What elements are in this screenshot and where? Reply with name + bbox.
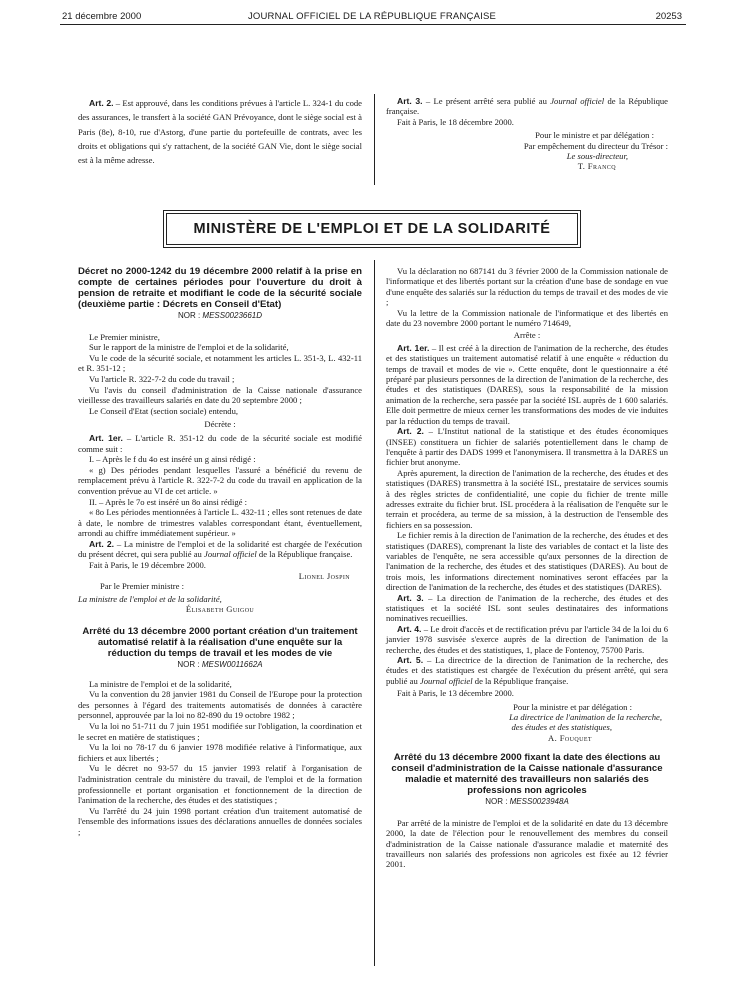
- signature-line-3: Le sous-directeur,: [566, 151, 628, 162]
- left-column: [78, 266, 362, 838]
- signature-line-1: Pour le ministre et par délégation :: [535, 130, 654, 141]
- arrete-line: Vu la lettre de la Commission nationale de l'informatique et des libertés en date du 23 novembre 2000 portant le numéro 714649,: [386, 307, 668, 329]
- page-number: 20253: [655, 11, 682, 22]
- signature-line: La ministre de l'emploi et de la solidarité,: [78, 593, 222, 604]
- decree-nor: NOR : MESS0023661D: [177, 311, 263, 320]
- top-right-block: [386, 96, 668, 172]
- column-divider: [374, 260, 375, 966]
- arrete-line: Vu la convention du 28 janvier 1981 du Conseil de l'Europe pour la protection des personnes à l'égard des traitements automatisés de données à caractère personnel, approuvée par la loi no 82-890 du 19 octobre 1982 ;: [78, 689, 362, 721]
- signature-line-2: Par empêchement du directeur du Trésor :: [523, 140, 668, 151]
- signature-name: Lionel Jospin: [298, 570, 350, 581]
- done-at-paris: Fait à Paris, le 13 décembre 2000.: [397, 688, 514, 699]
- arrete-line: Vu le décret no 93-57 du 15 janvier 1993 relatif à l'organisation de l'administration centrale du ministère du travail, de l'emploi et de la formation professionnelle et portant organisation et fonctionnement de la direction de l'animation de la recherche, des études et des statistiques ;: [78, 763, 362, 806]
- decree-item: « 8o Les périodes mentionnées à l'article L. 432-11 ; elles sont retenues de date à date, le nombre de trimestres valables correspondant étant, éventuellement, arrondi au chiffre immédiatement supérieur. »: [78, 507, 362, 539]
- signature-line: Par le Premier ministre :: [100, 581, 185, 592]
- decree-line: Le Conseil d'Etat (section sociale) entendu,: [89, 405, 239, 416]
- article-2-gan: Art. 2. – Est approuvé, dans les conditions prévues à l'article L. 324-1 du code des assurances, le transfert à la société GAN Prévoyance, dont le siège social est à Paris (8e), 8-10, rue d'Astorg, d'une partie du portefeuille de contrats, avec les droits et obligations qui s'y rattachent, de la société GAN Vie, dont le siège social est à la même adresse.: [78, 98, 362, 166]
- decree-article-1: Art. 1er. – L'article R. 351-12 du code de la sécurité sociale est modifié comme suit :: [78, 432, 362, 454]
- signature-name: Élisabeth Guigou: [185, 604, 255, 615]
- decree-item: « g) Des périodes pendant lesquelles l'assuré a bénéficié du revenu de remplacement prévu à l'article R. 322-7-2 du code du travail en application de la convention prévue au VI de cet article. »: [78, 464, 362, 496]
- arrete-title: Arrêté du 13 décembre 2000 portant création d'un traitement automatisé relatif à la réalisation d'une enquête sur la réduction du temps de travail et les modes de vie: [82, 626, 358, 660]
- decree-line: Vu l'article R. 322-7-2 du code du travail ;: [89, 373, 235, 384]
- column-divider-top: [374, 94, 375, 185]
- arrete-nor: NOR : MESW0011662A: [177, 660, 263, 670]
- arrete-article-3: Art. 3. – La direction de l'animation de la recherche, des études et des statistiques et la société ISL sont seules destinataires des informations nominatives recueillies.: [386, 592, 668, 624]
- signature-name: T. Francq: [577, 161, 616, 172]
- done-at-paris: Fait à Paris, le 19 décembre 2000.: [89, 560, 206, 571]
- arrete-elections-nor: NOR : MESS0023948A: [485, 797, 569, 807]
- signature-name: A. Fouquet: [548, 732, 592, 743]
- arrete-line: Vu la loi no 51-711 du 7 juin 1951 modifiée sur l'obligation, la coordination et le secret en matière de statistiques ;: [78, 721, 362, 742]
- arrete-line: La ministre de l'emploi et de la solidarité,: [89, 678, 232, 689]
- ministry-heading: MINISTÈRE DE L'EMPLOI ET DE LA SOLIDARITÉ: [166, 213, 578, 245]
- decree-line: Le Premier ministre,: [89, 331, 160, 342]
- signature-line: des études et des statistiques,: [511, 722, 612, 733]
- arrete-article-1: Art. 1er. – Il est créé à la direction de l'animation de la recherche, des études et des statistiques un traitement automatisé relatif à une enquête « réduction du temps de travail et modes de vie ». Cette enquête, dont le questionnaire a été préparé par plusieurs personnes de la direction de l'animation de la recherche, des études et des statistiques (DARES), sous la responsabilité de la mission animation de la recherche, sera passée par la société ISL auprès de 1 600 salariés. Elle doit permettre de mieux cerner les transformations des modes de vie induites par la réduction du temps de travail.: [386, 342, 668, 426]
- arrete-paragraph: Le fichier remis à la direction de l'animation de la recherche, des études et des statistiques (DARES), comprenant la liste des variables de contact et la liste des variables de l'enquête, ne sera accessible qu'aux personnes de la direction de l'animation de la recherche, des études et des statistiques (DARES). Au bout de trois mois, les informations directement nominatives seront effacées par la direction de l'animation de la recherche, des études et des statistiques (DARES).: [386, 530, 668, 593]
- top-left-block: [78, 96, 362, 167]
- arrete-line: Vu l'arrêté du 24 juin 1998 portant création d'un traitement automatisé de l'ensemble des informations issues des déclarations annuelles de données sociales ;: [78, 805, 362, 837]
- decree-line: Sur le rapport de la ministre de l'emploi et de la solidarité,: [89, 342, 289, 353]
- arrete-elections-text: Par arrêté de la ministre de l'emploi et de la solidarité en date du 13 décembre 2000, la date de l'élection pour le renouvellement des membres du conseil d'administration de la Caisse nationale d'assurance maladie et maternité des travailleurs non salariés des professions non agricoles est fixée au 12 février 2001.: [386, 817, 668, 870]
- decree-article-2: Art. 2. – La ministre de l'emploi et de la solidarité est chargée de l'exécution du présent décret, qui sera publié au Journal officiel de la République française.: [78, 538, 362, 560]
- decree-line: Vu le code de la sécurité sociale, et notamment les articles L. 351-3, L. 432-11 et R. 351-12 ;: [78, 352, 362, 374]
- right-column: [386, 266, 668, 870]
- done-at-paris: Fait à Paris, le 18 décembre 2000.: [397, 116, 514, 127]
- article-3-publication: Art. 3. – Le présent arrêté sera publié au Journal officiel de la République française.: [386, 96, 668, 117]
- decrete-heading: Décrète :: [204, 419, 236, 430]
- signature-line: La directrice de l'animation de la recherche,: [509, 712, 662, 723]
- arrete-line: Vu la loi no 78-17 du 6 janvier 1978 modifiée relative à l'informatique, aux fichiers et aux libertés ;: [78, 742, 362, 763]
- decree-item: II. – Après le 7o est inséré un 8o ainsi rédigé :: [89, 496, 247, 507]
- header-date: 21 décembre 2000: [62, 11, 142, 22]
- decree-line: Vu l'avis du conseil d'administration de la Caisse nationale d'assurance vieillesse des travailleurs salariés en date du 20 septembre 2000 ;: [78, 384, 362, 406]
- arrete-heading: Arrête :: [513, 330, 541, 341]
- decree-item: I. – Après le f du 4o est inséré un g ainsi rédigé :: [89, 454, 256, 465]
- arrete-article-2: Art. 2. – L'Institut national de la statistique et des études économiques (INSEE) constituera un fichier de salariés potentiellement dans le champ de l'enquête à partir des DADS 1999 et l'anonymisera. Il transmettra à la DARES un fichier brut anonyme.: [386, 426, 669, 468]
- arrete-line: Vu la déclaration no 687141 du 3 février 2000 de la Commission nationale de l'informatique et des libertés portant sur la création d'une base de sondage en vue d'une enquête des salariés sur la réduction du temps de travail et des modes de vie ;: [386, 266, 668, 308]
- decree-title: Décret no 2000-1242 du 19 décembre 2000 relatif à la prise en compte de certaines périodes pour l'ouverture du droit à pension de retraite et modifiant le code de la sécurité sociale (deuxième partie : Décrets en Conseil d'Etat): [78, 266, 362, 310]
- arrete-article-5: Art. 5. – La directrice de la direction de l'animation de la recherche, des études et des statistiques est chargée de l'exécution du présent arrêté, qui sera publié au Journal officiel de la République française.: [386, 655, 668, 686]
- header-rule: [60, 24, 686, 25]
- arrete-paragraph: Après apurement, la direction de l'animation de la recherche, des études et des statistiques (DARES) transmettra à la société ISL, prestataire de services soumis à des règles strictes de confidentialité, une copie du fichier de trente mille adresses extraite du fichier brut. ISL procédera à la réalisation de l'enquête sur le terrain et procédera, au terme de sa mission, à la destruction de l'ensemble des fichiers en sa possession.: [386, 467, 668, 530]
- signature-line: Pour la ministre et par délégation :: [513, 701, 632, 712]
- arrete-article-4: Art. 4. – Le droit d'accès et de rectification prévu par l'article 34 de la loi du 6 janvier 1978 susvisée s'exerce auprès de la direction de l'animation de la recherche, des études et des statistiques, 1, place de Fontenoy, 75700 Paris.: [386, 623, 668, 655]
- journal-title: JOURNAL OFFICIEL DE LA RÉPUBLIQUE FRANÇAISE: [247, 11, 497, 22]
- arrete-elections-title: Arrêté du 13 décembre 2000 fixant la date des élections au conseil d'administration de la Caisse nationale d'assurance maladie et maternité des travailleurs non salariés des professions non agricoles: [391, 752, 663, 797]
